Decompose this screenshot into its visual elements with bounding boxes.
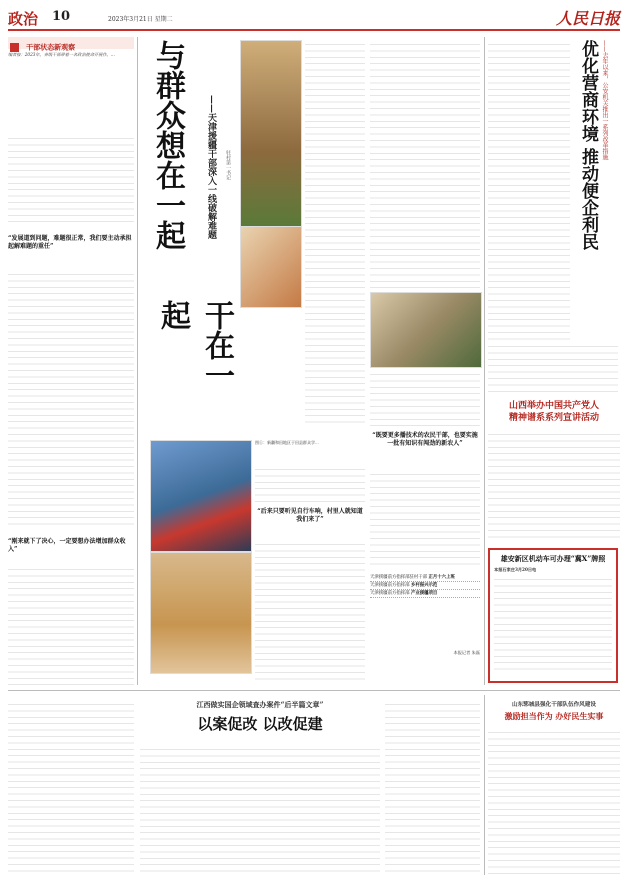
column-badge-icon bbox=[10, 43, 19, 52]
logo: 人民日报 bbox=[555, 9, 620, 28]
yuncheng-headline bbox=[488, 700, 620, 722]
main-body-4 bbox=[370, 40, 480, 290]
right-kicker: ——去年以来，公安机关推出一系列改革措施 bbox=[601, 40, 608, 160]
jiangxi-headline bbox=[140, 700, 380, 734]
main-subhead-1: “后来只要听见自行车响，村里人就知道我们来了” bbox=[257, 508, 363, 523]
page-number: 10 bbox=[52, 9, 71, 24]
photo-caption: 图①：新疆和田地区于田县群众学... bbox=[255, 440, 319, 445]
ticker-item bbox=[370, 574, 480, 582]
main-credit: 本报记者 朱磊 bbox=[453, 650, 480, 655]
yuncheng-headline-small: 山东郓城县强化干部队伍作风建设 bbox=[512, 702, 596, 708]
main-body-3 bbox=[255, 540, 365, 685]
main-headline-2: 干在一起 bbox=[155, 300, 234, 390]
main-photo-top bbox=[240, 40, 302, 227]
column-badge-label: 干部状态新观察 bbox=[26, 42, 76, 52]
main-subhead-2: “既要更多播技术的农民干部，也要实施一批有知识有闯劲的新农人” bbox=[372, 432, 478, 447]
jiangxi-body-right bbox=[385, 700, 480, 875]
jiangxi-body-mid bbox=[140, 745, 380, 875]
masthead-rule bbox=[8, 29, 620, 31]
jiangxi-headline-big: 以案促改 以改促建 bbox=[197, 715, 323, 733]
ticker-label: 天津援疆前方指挥部 bbox=[370, 583, 410, 588]
ticker-value: 乡村振兴示范 bbox=[410, 583, 438, 588]
main-photo-middle bbox=[240, 226, 302, 308]
main-photo-right bbox=[370, 292, 482, 368]
main-body-1 bbox=[305, 40, 365, 425]
main-body-6 bbox=[370, 470, 480, 570]
masthead bbox=[8, 6, 620, 28]
ticker-value: 产业援疆项目 bbox=[410, 591, 438, 596]
shanxi-headline bbox=[488, 400, 620, 424]
column-subhead-1: “发展道到问题，难题很正常，我们要主动承担起解难题的重任” bbox=[8, 235, 132, 250]
main-body-5 bbox=[370, 370, 480, 428]
editor-note: 编者按：2023年，各级干部带着一名政治使命开展作，... bbox=[8, 52, 115, 57]
ticker-label: 天津援疆前方指挥部 bbox=[370, 591, 410, 596]
bottom-band-rule bbox=[8, 690, 620, 691]
column-divider bbox=[137, 37, 138, 685]
main-photo-desert bbox=[150, 552, 252, 674]
ticker-item bbox=[370, 590, 480, 598]
column-body-1 bbox=[8, 134, 134, 224]
yuncheng-body bbox=[488, 728, 620, 875]
right-headline: 优化营商环境 推动便企利民 bbox=[578, 40, 598, 250]
column-body-3 bbox=[8, 565, 134, 685]
section-name: 政治 bbox=[8, 10, 39, 28]
shanxi-headline-2: 精神谱系系列宣讲活动 bbox=[508, 413, 599, 423]
ticker-label: 天津援疆前方指挥部驻村干部 bbox=[370, 575, 428, 580]
column-body-2 bbox=[8, 270, 134, 530]
shanxi-headline-1: 山西举办中国共产党人 bbox=[508, 401, 599, 411]
boxed-headline: 雄安新区机动车可办理“冀X”牌照 bbox=[500, 554, 606, 563]
shanxi-body bbox=[488, 430, 620, 540]
yuncheng-headline-big: 激励担当作为 办好民生实事 bbox=[504, 711, 604, 721]
ticker-value: 正月十六上班 bbox=[428, 575, 455, 580]
jiangxi-headline-small: 江西做实国企领域查办案件“后半篇文章” bbox=[196, 700, 324, 709]
ticker-item bbox=[370, 582, 480, 590]
boxed-story bbox=[488, 548, 618, 683]
column-badge bbox=[8, 37, 134, 52]
bottom-right-divider bbox=[484, 695, 485, 875]
right-body-2 bbox=[488, 342, 618, 392]
main-subtitle: ——天津援疆干部深入一线破解难题 bbox=[206, 95, 216, 239]
ticker-list bbox=[370, 574, 480, 644]
issue-date: 2023年3月21日 星期二 bbox=[108, 16, 173, 23]
right-body-1 bbox=[488, 40, 570, 340]
right-divider bbox=[484, 37, 485, 685]
boxed-body bbox=[494, 575, 612, 671]
jiangxi-body-left bbox=[8, 700, 134, 875]
main-kicker: 驻村第一书记 bbox=[225, 150, 231, 180]
boxed-dateline: 本报石家庄3月20日电 bbox=[494, 567, 537, 572]
main-photo-bottom bbox=[150, 440, 252, 552]
main-headline-1: 与群众想在一起 bbox=[150, 40, 185, 250]
column-subhead-2: “刚来就下了决心，一定要想办法增加群众收入” bbox=[8, 538, 126, 553]
main-body-2 bbox=[255, 465, 365, 505]
